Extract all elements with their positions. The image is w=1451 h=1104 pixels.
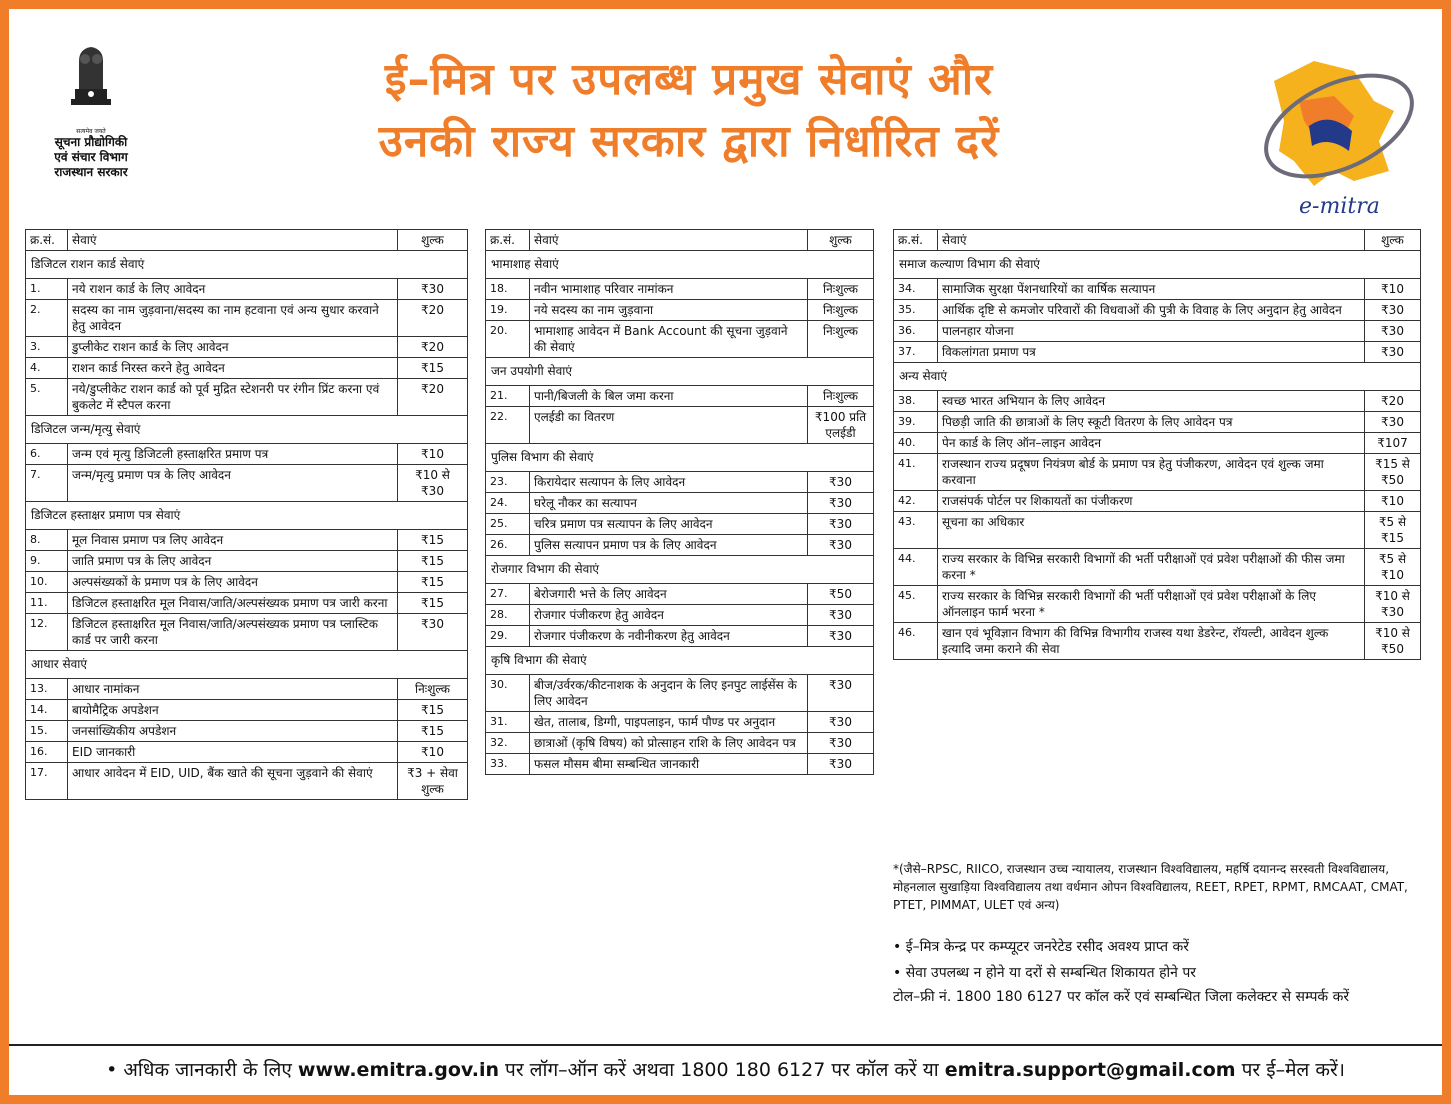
table-header-row xyxy=(894,230,1421,251)
section-title: कृषि विभाग की सेवाएं xyxy=(486,647,874,675)
service-row xyxy=(26,300,468,337)
service-fee: ₹10 xyxy=(1365,491,1421,512)
service-name: आधार आवेदन में EID, UID, बैंक खाते की सूचना जुड़वाने की सेवाएं xyxy=(68,763,398,800)
service-row xyxy=(26,465,468,502)
service-row xyxy=(894,279,1421,300)
table-header-row xyxy=(486,230,874,251)
service-fee: ₹10 xyxy=(1365,279,1421,300)
header-fee: शुल्क xyxy=(398,230,468,251)
logo-text: e-mitra xyxy=(1299,194,1380,219)
section-header-row xyxy=(486,556,874,584)
ashoka-emblem-icon xyxy=(61,39,121,119)
service-row xyxy=(26,763,468,800)
service-number: 24. xyxy=(486,493,530,514)
service-fee: निःशुल्क xyxy=(808,321,874,358)
section-header-row xyxy=(26,416,468,444)
service-number: 14. xyxy=(26,700,68,721)
service-name: आधार नामांकन xyxy=(68,679,398,700)
service-name: विकलांगता प्रमाण पत्र xyxy=(938,342,1365,363)
service-row xyxy=(486,712,874,733)
service-name: नये सदस्य का नाम जुड़वाना xyxy=(530,300,808,321)
service-number: 35. xyxy=(894,300,938,321)
service-name: छात्राओं (कृषि विषय) को प्रोत्साहन राशि के लिए आवेदन पत्र xyxy=(530,733,808,754)
service-name: राजसंपर्क पोर्टल पर शिकायतों का पंजीकरण xyxy=(938,491,1365,512)
service-number: 1. xyxy=(26,279,68,300)
service-number: 45. xyxy=(894,586,938,623)
footer-suffix: पर ई–मेल करें। xyxy=(1241,1059,1345,1081)
service-name: सामाजिक सुरक्षा पेंशनधारियों का वार्षिक सत्यापन xyxy=(938,279,1365,300)
service-row xyxy=(486,386,874,407)
service-row xyxy=(26,572,468,593)
service-number: 39. xyxy=(894,412,938,433)
section-title: समाज कल्याण विभाग की सेवाएं xyxy=(894,251,1421,279)
service-row xyxy=(486,535,874,556)
service-row xyxy=(26,551,468,572)
service-number: 26. xyxy=(486,535,530,556)
services-column-3 xyxy=(893,229,1421,660)
section-title: आधार सेवाएं xyxy=(26,651,468,679)
service-number: 41. xyxy=(894,454,938,491)
email-link[interactable]: emitra.support@gmail.com xyxy=(944,1059,1236,1081)
service-row xyxy=(894,300,1421,321)
services-column-1 xyxy=(25,229,468,800)
service-name: डुप्लीकेट राशन कार्ड के लिए आवेदन xyxy=(68,337,398,358)
service-name: फसल मौसम बीमा सम्बन्धित जानकारी xyxy=(530,754,808,775)
service-name: नये राशन कार्ड के लिए आवेदन xyxy=(68,279,398,300)
title-line2: उनकी राज्य सरकार द्वारा निर्धारित दरें xyxy=(378,116,1000,167)
service-name: आर्थिक दृष्टि से कमजोर परिवारों की विधवाओं की पुत्री के विवाह के लिए अनुदान हेतु आवेदन xyxy=(938,300,1365,321)
service-row xyxy=(486,626,874,647)
service-fee: ₹30 xyxy=(1365,300,1421,321)
dept-name-line3: राजस्थान सरकार xyxy=(54,165,128,179)
service-name: राजस्थान राज्य प्रदूषण नियंत्रण बोर्ड के प्रमाण पत्र हेतु पंजीकरण, आवेदन एवं शुल्क जमा करवाना xyxy=(938,454,1365,491)
service-row xyxy=(486,321,874,358)
service-fee: ₹15 xyxy=(398,721,468,742)
services-table-1 xyxy=(25,229,468,800)
service-row xyxy=(26,379,468,416)
service-name: पानी/बिजली के बिल जमा करना xyxy=(530,386,808,407)
service-fee: ₹15 xyxy=(398,700,468,721)
service-row xyxy=(486,407,874,444)
service-row xyxy=(26,358,468,379)
service-row xyxy=(26,530,468,551)
service-name: एलईडी का वितरण xyxy=(530,407,808,444)
service-fee: ₹50 xyxy=(808,584,874,605)
service-name: किरायेदार सत्यापन के लिए आवेदन xyxy=(530,472,808,493)
service-fee: ₹30 xyxy=(808,712,874,733)
service-fee: ₹30 xyxy=(808,472,874,493)
service-number: 5. xyxy=(26,379,68,416)
service-row xyxy=(894,321,1421,342)
service-number: 30. xyxy=(486,675,530,712)
service-number: 19. xyxy=(486,300,530,321)
service-row xyxy=(26,742,468,763)
service-row xyxy=(486,514,874,535)
section-title: डिजिटल जन्म/मृत्यु सेवाएं xyxy=(26,416,468,444)
service-fee: ₹15 xyxy=(398,530,468,551)
header-fee: शुल्क xyxy=(1365,230,1421,251)
service-number: 10. xyxy=(26,572,68,593)
service-fee: ₹15 से ₹50 xyxy=(1365,454,1421,491)
service-fee: ₹20 xyxy=(398,379,468,416)
service-row xyxy=(486,300,874,321)
service-number: 36. xyxy=(894,321,938,342)
header-service: सेवाएं xyxy=(68,230,398,251)
service-row xyxy=(894,391,1421,412)
header-service: सेवाएं xyxy=(938,230,1365,251)
service-name: पुलिस सत्यापन प्रमाण पत्र के लिए आवेदन xyxy=(530,535,808,556)
service-fee: ₹30 xyxy=(398,614,468,651)
service-name: रोजगार पंजीकरण के नवीनीकरण हेतु आवेदन xyxy=(530,626,808,647)
service-name: मूल निवास प्रमाण पत्र लिए आवेदन xyxy=(68,530,398,551)
service-fee: ₹10 xyxy=(398,742,468,763)
service-row xyxy=(894,623,1421,660)
service-name: जाति प्रमाण पत्र के लिए आवेदन xyxy=(68,551,398,572)
header-num: क्र.सं. xyxy=(26,230,68,251)
service-row xyxy=(486,472,874,493)
service-number: 13. xyxy=(26,679,68,700)
table-header-row xyxy=(26,230,468,251)
section-title: पुलिस विभाग की सेवाएं xyxy=(486,444,874,472)
service-row xyxy=(26,337,468,358)
section-header-row xyxy=(894,363,1421,391)
section-header-row xyxy=(486,358,874,386)
header-fee: शुल्क xyxy=(808,230,874,251)
service-name: बीज/उर्वरक/कीटनाशक के अनुदान के लिए इनपुट लाईसेंस के लिए आवेदन xyxy=(530,675,808,712)
service-row xyxy=(486,584,874,605)
service-number: 27. xyxy=(486,584,530,605)
service-name: भामाशाह आवेदन में Bank Account की सूचना जुड़वाने की सेवाएं xyxy=(530,321,808,358)
service-fee: ₹3 + सेवा शुल्क xyxy=(398,763,468,800)
service-number: 23. xyxy=(486,472,530,493)
service-fee: ₹20 xyxy=(1365,391,1421,412)
website-link[interactable]: www.emitra.gov.in xyxy=(297,1059,499,1081)
service-number: 46. xyxy=(894,623,938,660)
service-fee: ₹30 xyxy=(808,675,874,712)
service-fee: ₹30 xyxy=(1365,321,1421,342)
service-fee: ₹30 xyxy=(398,279,468,300)
service-fee: निःशुल्क xyxy=(398,679,468,700)
service-fee: ₹30 xyxy=(808,733,874,754)
service-name: खान एवं भूविज्ञान विभाग की विभिन्न विभागीय राजस्व यथा डेडरेन्ट, रॉयल्टी, आवेदन शुल्क इत्यादि जमा कराने की सेवा xyxy=(938,623,1365,660)
exam-footnote: *(जैसे–RPSC, RIICO, राजस्थान उच्च न्यायालय, राजस्थान विश्वविद्यालय, महर्षि दयानन्द सरस्वती विश्वविद्यालय, मोहनलाल सुखाड़िया विश्वविद्यालय तथा वर्धमान ओपन विश्वविद्यालय, REET, RPET, RPMT, RMCAAT, CMAT, PTET, PIMMAT, ULET एवं अन्य) xyxy=(893,862,1408,912)
bullet-complaint: • सेवा उपलब्ध न होने या दरों से सम्बन्धित शिकायत होने पर xyxy=(893,965,1197,981)
service-name: बेरोजगारी भत्ते के लिए आवेदन xyxy=(530,584,808,605)
service-row xyxy=(894,491,1421,512)
department-block xyxy=(31,39,151,180)
service-fee: निःशुल्क xyxy=(808,386,874,407)
section-header-row xyxy=(894,251,1421,279)
service-name: जन्म एवं मृत्यु डिजिटली हस्ताक्षरित प्रमाण पत्र xyxy=(68,444,398,465)
emblem-motto: सत्यमेव जयते xyxy=(76,128,106,135)
service-name: पिछड़ी जाति की छात्राओं के लिए स्कूटी वितरण के लिए आवेदन पत्र xyxy=(938,412,1365,433)
service-number: 31. xyxy=(486,712,530,733)
service-number: 40. xyxy=(894,433,938,454)
emitra-logo xyxy=(1254,41,1414,221)
service-name: घरेलू नौकर का सत्यापन xyxy=(530,493,808,514)
service-name: राशन कार्ड निरस्त करने हेतु आवेदन xyxy=(68,358,398,379)
section-header-row xyxy=(486,251,874,279)
service-fee: ₹30 xyxy=(1365,342,1421,363)
service-fee: ₹15 xyxy=(398,551,468,572)
service-fee: ₹15 xyxy=(398,358,468,379)
info-bullets xyxy=(893,934,1423,1008)
service-name: EID जानकारी xyxy=(68,742,398,763)
service-fee: ₹20 xyxy=(398,300,468,337)
service-number: 34. xyxy=(894,279,938,300)
service-number: 9. xyxy=(26,551,68,572)
service-name: डिजिटल हस्ताक्षरित मूल निवास/जाति/अल्पसंख्यक प्रमाण पत्र जारी करना xyxy=(68,593,398,614)
service-number: 15. xyxy=(26,721,68,742)
service-name: रोजगार पंजीकरण हेतु आवेदन xyxy=(530,605,808,626)
service-fee: ₹30 xyxy=(808,626,874,647)
service-row xyxy=(486,754,874,775)
section-title: जन उपयोगी सेवाएं xyxy=(486,358,874,386)
service-number: 42. xyxy=(894,491,938,512)
service-name: बायोमैट्रिक अपडेशन xyxy=(68,700,398,721)
service-number: 32. xyxy=(486,733,530,754)
service-number: 4. xyxy=(26,358,68,379)
bullet-tollfree: टोल–फ्री नं. 1800 180 6127 पर कॉल करें एवं सम्बन्धित जिला कलेक्टर से सम्पर्क करें xyxy=(893,989,1350,1005)
service-number: 17. xyxy=(26,763,68,800)
service-row xyxy=(894,342,1421,363)
service-fee: ₹20 xyxy=(398,337,468,358)
service-fee: ₹5 से ₹15 xyxy=(1365,512,1421,549)
service-fee: ₹10 से ₹50 xyxy=(1365,623,1421,660)
service-row xyxy=(26,444,468,465)
services-column-2 xyxy=(485,229,874,775)
service-name: सूचना का अधिकार xyxy=(938,512,1365,549)
service-fee: निःशुल्क xyxy=(808,300,874,321)
service-number: 7. xyxy=(26,465,68,502)
service-name: राज्य सरकार के विभिन्न सरकारी विभागों की भर्ती परीक्षाओं एवं प्रवेश परीक्षाओं की फीस जमा करना * xyxy=(938,549,1365,586)
service-name: स्वच्छ भारत अभियान के लिए आवेदन xyxy=(938,391,1365,412)
service-fee: ₹30 xyxy=(1365,412,1421,433)
service-fee: ₹30 xyxy=(808,605,874,626)
service-number: 33. xyxy=(486,754,530,775)
service-fee: ₹10 से ₹30 xyxy=(398,465,468,502)
service-name: नये/डुप्लीकेट राशन कार्ड को पूर्व मुद्रित स्टेशनरी पर रंगीन प्रिंट करना एवं बुकलेट में स्टैपल करना xyxy=(68,379,398,416)
service-number: 12. xyxy=(26,614,68,651)
service-row xyxy=(26,721,468,742)
page-title xyxy=(209,49,1169,173)
service-fee: ₹10 xyxy=(398,444,468,465)
service-number: 2. xyxy=(26,300,68,337)
service-fee: ₹10 से ₹30 xyxy=(1365,586,1421,623)
dept-name-line1: सूचना प्रौद्योगिकी xyxy=(54,135,128,149)
service-fee: ₹100 प्रति एलईडी xyxy=(808,407,874,444)
header-num: क्र.सं. xyxy=(894,230,938,251)
service-name: जन्म/मृत्यु प्रमाण पत्र के लिए आवेदन xyxy=(68,465,398,502)
service-number: 22. xyxy=(486,407,530,444)
service-number: 16. xyxy=(26,742,68,763)
services-table-3 xyxy=(893,229,1421,660)
section-title: अन्य सेवाएं xyxy=(894,363,1421,391)
section-header-row xyxy=(26,251,468,279)
service-fee: ₹30 xyxy=(808,754,874,775)
service-row xyxy=(894,586,1421,623)
service-row xyxy=(486,605,874,626)
section-title: रोजगार विभाग की सेवाएं xyxy=(486,556,874,584)
service-row xyxy=(894,549,1421,586)
services-table-2 xyxy=(485,229,874,775)
service-row xyxy=(894,512,1421,549)
service-fee: ₹30 xyxy=(808,493,874,514)
service-row xyxy=(26,679,468,700)
service-number: 8. xyxy=(26,530,68,551)
header-service: सेवाएं xyxy=(530,230,808,251)
service-fee: ₹15 xyxy=(398,572,468,593)
section-header-row xyxy=(26,502,468,530)
service-row xyxy=(486,675,874,712)
service-row xyxy=(894,433,1421,454)
section-title: डिजिटल हस्ताक्षर प्रमाण पत्र सेवाएं xyxy=(26,502,468,530)
service-number: 25. xyxy=(486,514,530,535)
service-number: 6. xyxy=(26,444,68,465)
footer-middle: पर लॉग–ऑन करें अथवा 1800 180 6127 पर कॉल करें या xyxy=(505,1059,939,1081)
service-fee: ₹5 से ₹10 xyxy=(1365,549,1421,586)
service-row xyxy=(486,493,874,514)
service-fee: ₹15 xyxy=(398,593,468,614)
service-name: पालनहार योजना xyxy=(938,321,1365,342)
service-fee: निःशुल्क xyxy=(808,279,874,300)
service-name: खेत, तालाब, डिग्गी, पाइपलाइन, फार्म पौण्ड पर अनुदान xyxy=(530,712,808,733)
service-number: 37. xyxy=(894,342,938,363)
service-number: 29. xyxy=(486,626,530,647)
section-header-row xyxy=(486,444,874,472)
service-fee: ₹30 xyxy=(808,535,874,556)
service-name: अल्पसंख्यकों के प्रमाण पत्र के लिए आवेदन xyxy=(68,572,398,593)
service-name: राज्य सरकार के विभिन्न सरकारी विभागों की भर्ती परीक्षाओं एवं प्रवेश परीक्षाओं के लिए ऑनलाइन फार्म भरना * xyxy=(938,586,1365,623)
section-header-row xyxy=(486,647,874,675)
service-number: 28. xyxy=(486,605,530,626)
service-row xyxy=(486,279,874,300)
service-name: चरित्र प्रमाण पत्र सत्यापन के लिए आवेदन xyxy=(530,514,808,535)
service-fee: ₹30 xyxy=(808,514,874,535)
service-fee: ₹107 xyxy=(1365,433,1421,454)
service-number: 18. xyxy=(486,279,530,300)
service-name: डिजिटल हस्ताक्षरित मूल निवास/जाति/अल्पसंख्यक प्रमाण पत्र प्लास्टिक कार्ड पर जारी करना xyxy=(68,614,398,651)
header-num: क्र.सं. xyxy=(486,230,530,251)
service-number: 44. xyxy=(894,549,938,586)
service-number: 11. xyxy=(26,593,68,614)
service-row xyxy=(26,279,468,300)
dept-name-line2: एवं संचार विभाग xyxy=(54,150,128,164)
service-row xyxy=(26,700,468,721)
service-number: 3. xyxy=(26,337,68,358)
service-name: जनसांख्यिकीय अपडेशन xyxy=(68,721,398,742)
service-row xyxy=(26,614,468,651)
service-name: सदस्य का नाम जुड़वाना/सदस्य का नाम हटवाना एवं अन्य सुधार करवाने हेतु आवेदन xyxy=(68,300,398,337)
footer-prefix: • अधिक जानकारी के लिए xyxy=(106,1059,292,1081)
service-name: नवीन भामाशाह परिवार नामांकन xyxy=(530,279,808,300)
section-header-row xyxy=(26,651,468,679)
service-row xyxy=(26,593,468,614)
bullet-receipt: • ई–मित्र केन्द्र पर कम्प्यूटर जनरेटेड रसीद अवश्य प्राप्त करें xyxy=(893,939,1190,955)
service-row xyxy=(894,454,1421,491)
service-row xyxy=(486,733,874,754)
service-number: 43. xyxy=(894,512,938,549)
service-name: पेन कार्ड के लिए ऑन–लाइन आवेदन xyxy=(938,433,1365,454)
service-number: 38. xyxy=(894,391,938,412)
section-title: भामाशाह सेवाएं xyxy=(486,251,874,279)
section-title: डिजिटल राशन कार्ड सेवाएं xyxy=(26,251,468,279)
service-row xyxy=(894,412,1421,433)
footer-contact xyxy=(9,1044,1442,1095)
title-line1: ई–मित्र पर उपलब्ध प्रमुख सेवाएं और xyxy=(384,54,994,105)
service-number: 20. xyxy=(486,321,530,358)
service-number: 21. xyxy=(486,386,530,407)
header xyxy=(9,9,1442,219)
